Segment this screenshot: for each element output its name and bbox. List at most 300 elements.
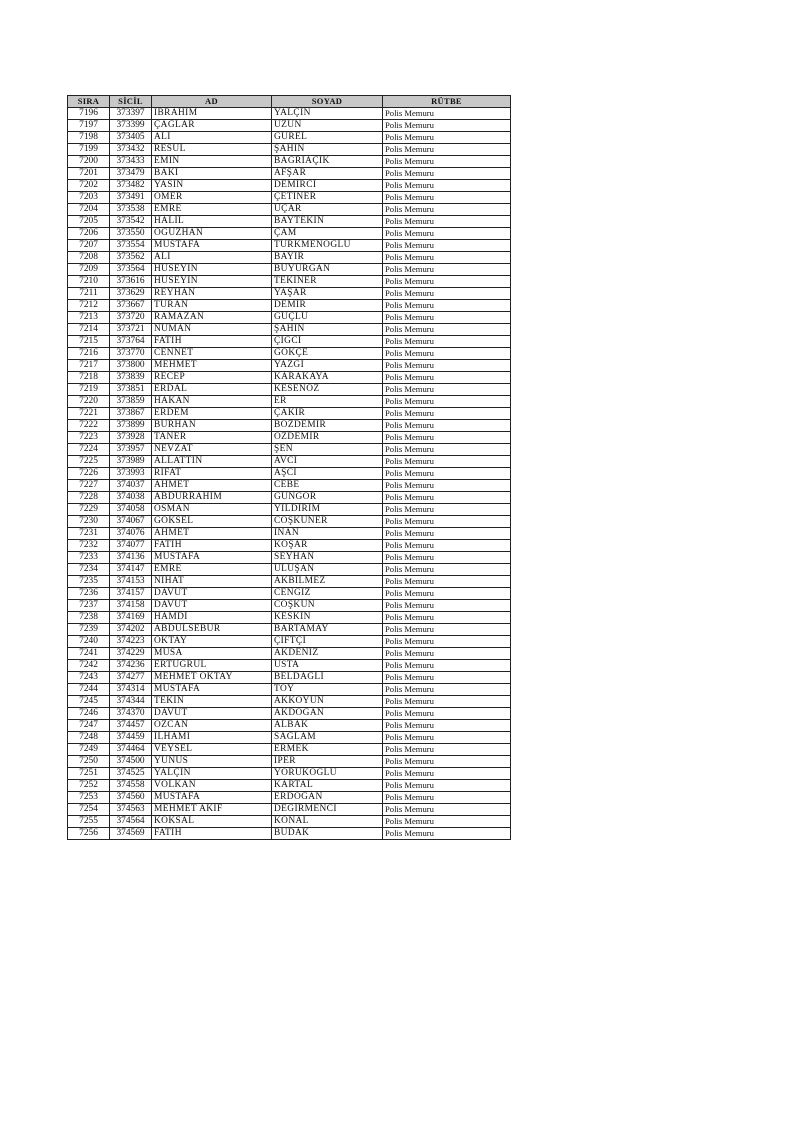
cell-ad: FATİH: [152, 828, 272, 840]
table-row: [68, 408, 511, 420]
cell-ad: TANER: [152, 432, 272, 444]
cell-sicil: 374229: [110, 648, 152, 660]
cell-ad: VEYSEL: [152, 744, 272, 756]
cell-rutbe: Polis Memuru: [383, 564, 511, 576]
cell-sicil: 374464: [110, 744, 152, 756]
cell-soyad: ŞAHİN: [272, 324, 383, 336]
cell-sicil: 373482: [110, 180, 152, 192]
cell-ad: ÖZCAN: [152, 720, 272, 732]
table-row: [68, 132, 511, 144]
cell-sicil: 374067: [110, 516, 152, 528]
table-row: [68, 312, 511, 324]
cell-rutbe: Polis Memuru: [383, 252, 511, 264]
table-row: [68, 804, 511, 816]
cell-sicil: 374076: [110, 528, 152, 540]
cell-soyad: BOZDEMİR: [272, 420, 383, 432]
cell-soyad: BUDAK: [272, 828, 383, 840]
table-row: [68, 456, 511, 468]
cell-rutbe: Polis Memuru: [383, 804, 511, 816]
cell-soyad: CENGİZ: [272, 588, 383, 600]
cell-sicil: 373859: [110, 396, 152, 408]
cell-rutbe: Polis Memuru: [383, 276, 511, 288]
cell-soyad: KESKİN: [272, 612, 383, 624]
cell-sicil: 374157: [110, 588, 152, 600]
cell-rutbe: Polis Memuru: [383, 528, 511, 540]
cell-soyad: AKBİLMEZ: [272, 576, 383, 588]
cell-ad: OKTAY: [152, 636, 272, 648]
table-body: [68, 108, 511, 840]
table-row: [68, 636, 511, 648]
table-row: [68, 228, 511, 240]
cell-sira: 7198: [68, 132, 110, 144]
cell-rutbe: Polis Memuru: [383, 240, 511, 252]
cell-sira: 7246: [68, 708, 110, 720]
cell-ad: YALÇIN: [152, 768, 272, 780]
cell-sicil: 373720: [110, 312, 152, 324]
cell-ad: GÖKSEL: [152, 516, 272, 528]
cell-sira: 7243: [68, 672, 110, 684]
cell-sicil: 373800: [110, 360, 152, 372]
cell-sira: 7256: [68, 828, 110, 840]
cell-rutbe: Polis Memuru: [383, 216, 511, 228]
cell-sicil: 374147: [110, 564, 152, 576]
cell-soyad: İPER: [272, 756, 383, 768]
header-soyad: SOYAD: [272, 96, 383, 108]
table-row: [68, 240, 511, 252]
cell-ad: NEVZAT: [152, 444, 272, 456]
cell-rutbe: Polis Memuru: [383, 624, 511, 636]
cell-rutbe: Polis Memuru: [383, 120, 511, 132]
cell-ad: RAMAZAN: [152, 312, 272, 324]
cell-sicil: 373564: [110, 264, 152, 276]
cell-sira: 7253: [68, 792, 110, 804]
cell-soyad: GÜREL: [272, 132, 383, 144]
cell-sicil: 374058: [110, 504, 152, 516]
table-row: [68, 300, 511, 312]
cell-ad: MUSTAFA: [152, 792, 272, 804]
cell-sira: 7227: [68, 480, 110, 492]
cell-sicil: 374158: [110, 600, 152, 612]
table-row: [68, 588, 511, 600]
cell-sira: 7224: [68, 444, 110, 456]
cell-sira: 7225: [68, 456, 110, 468]
cell-soyad: ÇETİNER: [272, 192, 383, 204]
cell-ad: CENNET: [152, 348, 272, 360]
cell-ad: MEHMET AKİF: [152, 804, 272, 816]
table-row: [68, 720, 511, 732]
table-row: [68, 744, 511, 756]
cell-rutbe: Polis Memuru: [383, 792, 511, 804]
cell-rutbe: Polis Memuru: [383, 456, 511, 468]
cell-sicil: 373851: [110, 384, 152, 396]
cell-sicil: 373839: [110, 372, 152, 384]
cell-rutbe: Polis Memuru: [383, 576, 511, 588]
cell-rutbe: Polis Memuru: [383, 612, 511, 624]
cell-sicil: 374153: [110, 576, 152, 588]
table-row: [68, 324, 511, 336]
cell-sicil: 374077: [110, 540, 152, 552]
cell-soyad: AKDENİZ: [272, 648, 383, 660]
cell-ad: HALİL: [152, 216, 272, 228]
cell-soyad: DEĞİRMENCİ: [272, 804, 383, 816]
cell-sira: 7206: [68, 228, 110, 240]
cell-soyad: BAYTEKİN: [272, 216, 383, 228]
cell-sira: 7250: [68, 756, 110, 768]
cell-sicil: 373629: [110, 288, 152, 300]
cell-soyad: AFŞAR: [272, 168, 383, 180]
cell-sira: 7217: [68, 360, 110, 372]
cell-sicil: 373562: [110, 252, 152, 264]
cell-rutbe: Polis Memuru: [383, 336, 511, 348]
table-row: [68, 156, 511, 168]
cell-ad: OSMAN: [152, 504, 272, 516]
table-row: [68, 168, 511, 180]
cell-sicil: 374169: [110, 612, 152, 624]
cell-soyad: ÇAM: [272, 228, 383, 240]
cell-soyad: BAYIR: [272, 252, 383, 264]
cell-ad: YUNUS: [152, 756, 272, 768]
cell-rutbe: Polis Memuru: [383, 264, 511, 276]
cell-rutbe: Polis Memuru: [383, 600, 511, 612]
cell-ad: RESUL: [152, 144, 272, 156]
cell-rutbe: Polis Memuru: [383, 348, 511, 360]
cell-sicil: 373399: [110, 120, 152, 132]
table-row: [68, 192, 511, 204]
cell-soyad: CEBE: [272, 480, 383, 492]
cell-ad: VOLKAN: [152, 780, 272, 792]
cell-rutbe: Polis Memuru: [383, 516, 511, 528]
cell-ad: ALLATTİN: [152, 456, 272, 468]
cell-ad: MUSTAFA: [152, 240, 272, 252]
cell-ad: YASİN: [152, 180, 272, 192]
cell-ad: DAVUT: [152, 600, 272, 612]
table-row: [68, 696, 511, 708]
cell-rutbe: Polis Memuru: [383, 660, 511, 672]
cell-soyad: YALÇIN: [272, 108, 383, 120]
cell-sira: 7214: [68, 324, 110, 336]
cell-sira: 7247: [68, 720, 110, 732]
cell-rutbe: Polis Memuru: [383, 432, 511, 444]
cell-sicil: 374569: [110, 828, 152, 840]
cell-soyad: GÜNGÖR: [272, 492, 383, 504]
cell-sicil: 373770: [110, 348, 152, 360]
cell-sira: 7245: [68, 696, 110, 708]
cell-sira: 7210: [68, 276, 110, 288]
cell-ad: ERTUĞRUL: [152, 660, 272, 672]
cell-sira: 7222: [68, 420, 110, 432]
cell-rutbe: Polis Memuru: [383, 372, 511, 384]
cell-ad: HAKAN: [152, 396, 272, 408]
table-row: [68, 492, 511, 504]
cell-ad: HÜSEYİN: [152, 276, 272, 288]
cell-rutbe: Polis Memuru: [383, 312, 511, 324]
cell-rutbe: Polis Memuru: [383, 672, 511, 684]
cell-rutbe: Polis Memuru: [383, 180, 511, 192]
cell-sira: 7221: [68, 408, 110, 420]
cell-rutbe: Polis Memuru: [383, 192, 511, 204]
table-row: [68, 516, 511, 528]
table-row: [68, 204, 511, 216]
cell-soyad: AŞCI: [272, 468, 383, 480]
table-row: [68, 756, 511, 768]
cell-ad: İLHAMİ: [152, 732, 272, 744]
cell-rutbe: Polis Memuru: [383, 648, 511, 660]
cell-ad: DAVUT: [152, 588, 272, 600]
cell-sira: 7213: [68, 312, 110, 324]
cell-soyad: UÇAR: [272, 204, 383, 216]
cell-sicil: 373721: [110, 324, 152, 336]
cell-sira: 7211: [68, 288, 110, 300]
cell-soyad: ŞEN: [272, 444, 383, 456]
cell-sira: 7235: [68, 576, 110, 588]
table-row: [68, 384, 511, 396]
cell-rutbe: Polis Memuru: [383, 552, 511, 564]
cell-sira: 7230: [68, 516, 110, 528]
header-rutbe: RÜTBE: [383, 96, 511, 108]
cell-soyad: COŞKUNER: [272, 516, 383, 528]
cell-ad: HÜSEYİN: [152, 264, 272, 276]
cell-rutbe: Polis Memuru: [383, 156, 511, 168]
table-row: [68, 252, 511, 264]
cell-soyad: UZUN: [272, 120, 383, 132]
cell-sira: 7228: [68, 492, 110, 504]
cell-sicil: 374525: [110, 768, 152, 780]
cell-soyad: İNAN: [272, 528, 383, 540]
table-row: [68, 540, 511, 552]
table-row: [68, 444, 511, 456]
cell-sicil: 374038: [110, 492, 152, 504]
cell-soyad: USTA: [272, 660, 383, 672]
cell-soyad: ER: [272, 396, 383, 408]
cell-rutbe: Polis Memuru: [383, 732, 511, 744]
header-ad: AD: [152, 96, 272, 108]
cell-sira: 7220: [68, 396, 110, 408]
cell-sira: 7204: [68, 204, 110, 216]
table-row: [68, 732, 511, 744]
header-sira: SIRA: [68, 96, 110, 108]
cell-rutbe: Polis Memuru: [383, 300, 511, 312]
cell-rutbe: Polis Memuru: [383, 636, 511, 648]
cell-sira: 7232: [68, 540, 110, 552]
cell-sira: 7242: [68, 660, 110, 672]
cell-sicil: 374223: [110, 636, 152, 648]
cell-sicil: 374202: [110, 624, 152, 636]
cell-sira: 7240: [68, 636, 110, 648]
cell-soyad: GÖKÇE: [272, 348, 383, 360]
cell-rutbe: Polis Memuru: [383, 588, 511, 600]
table-row: [68, 564, 511, 576]
cell-sicil: 374500: [110, 756, 152, 768]
table-row: [68, 648, 511, 660]
cell-soyad: YAŞAR: [272, 288, 383, 300]
table-row: [68, 288, 511, 300]
cell-sira: 7248: [68, 732, 110, 744]
cell-soyad: DEMİRCİ: [272, 180, 383, 192]
table-row: [68, 684, 511, 696]
table-header-row: [68, 96, 511, 108]
cell-ad: HAMDİ: [152, 612, 272, 624]
cell-ad: NİHAT: [152, 576, 272, 588]
table-row: [68, 360, 511, 372]
cell-soyad: SEYHAN: [272, 552, 383, 564]
cell-ad: ÇAĞLAR: [152, 120, 272, 132]
cell-sira: 7215: [68, 336, 110, 348]
cell-sira: 7251: [68, 768, 110, 780]
cell-rutbe: Polis Memuru: [383, 480, 511, 492]
cell-sira: 7237: [68, 600, 110, 612]
cell-sicil: 373432: [110, 144, 152, 156]
table-row: [68, 624, 511, 636]
cell-rutbe: Polis Memuru: [383, 684, 511, 696]
cell-rutbe: Polis Memuru: [383, 756, 511, 768]
cell-sira: 7216: [68, 348, 110, 360]
cell-sira: 7205: [68, 216, 110, 228]
cell-rutbe: Polis Memuru: [383, 444, 511, 456]
cell-sira: 7207: [68, 240, 110, 252]
table-row: [68, 816, 511, 828]
cell-soyad: YAZĞI: [272, 360, 383, 372]
cell-rutbe: Polis Memuru: [383, 360, 511, 372]
cell-soyad: BUYURGAN: [272, 264, 383, 276]
cell-sira: 7234: [68, 564, 110, 576]
cell-rutbe: Polis Memuru: [383, 504, 511, 516]
cell-soyad: ERDOĞAN: [272, 792, 383, 804]
table-row: [68, 576, 511, 588]
cell-sicil: 373989: [110, 456, 152, 468]
cell-sira: 7236: [68, 588, 110, 600]
cell-rutbe: Polis Memuru: [383, 540, 511, 552]
table-row: [68, 264, 511, 276]
cell-sicil: 373550: [110, 228, 152, 240]
cell-sicil: 373899: [110, 420, 152, 432]
cell-sicil: 373616: [110, 276, 152, 288]
cell-soyad: YÖRÜKOĞLU: [272, 768, 383, 780]
cell-sicil: 374560: [110, 792, 152, 804]
cell-ad: MUSA: [152, 648, 272, 660]
table-row: [68, 180, 511, 192]
cell-rutbe: Polis Memuru: [383, 228, 511, 240]
cell-sicil: 373491: [110, 192, 152, 204]
cell-ad: ERDEM: [152, 408, 272, 420]
cell-soyad: GÜÇLÜ: [272, 312, 383, 324]
cell-soyad: AKDOĞAN: [272, 708, 383, 720]
cell-sira: 7218: [68, 372, 110, 384]
cell-sicil: 374314: [110, 684, 152, 696]
table-row: [68, 600, 511, 612]
cell-sicil: 374037: [110, 480, 152, 492]
cell-soyad: BAĞRIAÇIK: [272, 156, 383, 168]
cell-sicil: 374136: [110, 552, 152, 564]
cell-soyad: KARTAL: [272, 780, 383, 792]
cell-ad: ALİ: [152, 252, 272, 264]
table-row: [68, 672, 511, 684]
cell-sira: 7202: [68, 180, 110, 192]
table-row: [68, 432, 511, 444]
table-row: [68, 276, 511, 288]
cell-ad: ERDAL: [152, 384, 272, 396]
cell-rutbe: Polis Memuru: [383, 492, 511, 504]
cell-sicil: 374459: [110, 732, 152, 744]
table-row: [68, 336, 511, 348]
cell-rutbe: Polis Memuru: [383, 408, 511, 420]
cell-ad: ABDULSEBUR: [152, 624, 272, 636]
table-row: [68, 708, 511, 720]
cell-ad: AHMET: [152, 528, 272, 540]
cell-sicil: 374370: [110, 708, 152, 720]
cell-sicil: 373764: [110, 336, 152, 348]
cell-sicil: 374457: [110, 720, 152, 732]
cell-soyad: SAĞLAM: [272, 732, 383, 744]
cell-sira: 7203: [68, 192, 110, 204]
cell-sicil: 374563: [110, 804, 152, 816]
table-row: [68, 108, 511, 120]
table-row: [68, 216, 511, 228]
cell-ad: ÖMER: [152, 192, 272, 204]
cell-soyad: ÇAKIR: [272, 408, 383, 420]
cell-ad: EMRE: [152, 564, 272, 576]
table-row: [68, 120, 511, 132]
cell-sira: 7223: [68, 432, 110, 444]
table-row: [68, 768, 511, 780]
cell-sicil: 373397: [110, 108, 152, 120]
cell-sira: 7196: [68, 108, 110, 120]
cell-sicil: 373405: [110, 132, 152, 144]
table-row: [68, 468, 511, 480]
cell-rutbe: Polis Memuru: [383, 744, 511, 756]
cell-ad: MUSTAFA: [152, 684, 272, 696]
table-row: [68, 792, 511, 804]
table-row: [68, 420, 511, 432]
cell-ad: NUMAN: [152, 324, 272, 336]
cell-sira: 7226: [68, 468, 110, 480]
cell-rutbe: Polis Memuru: [383, 108, 511, 120]
cell-soyad: KARAKAYA: [272, 372, 383, 384]
table-row: [68, 480, 511, 492]
cell-sira: 7249: [68, 744, 110, 756]
cell-rutbe: Polis Memuru: [383, 768, 511, 780]
cell-ad: ABDURRAHİM: [152, 492, 272, 504]
table-row: [68, 780, 511, 792]
cell-sicil: 374344: [110, 696, 152, 708]
cell-ad: RECEP: [152, 372, 272, 384]
cell-sicil: 373554: [110, 240, 152, 252]
table-row: [68, 396, 511, 408]
cell-rutbe: Polis Memuru: [383, 696, 511, 708]
cell-sicil: 373479: [110, 168, 152, 180]
cell-ad: MUSTAFA: [152, 552, 272, 564]
table-row: [68, 552, 511, 564]
cell-soyad: YILDIRIM: [272, 504, 383, 516]
cell-sira: 7229: [68, 504, 110, 516]
cell-soyad: ŞAHİN: [272, 144, 383, 156]
cell-soyad: BELDAĞLI: [272, 672, 383, 684]
personnel-table: [67, 95, 511, 840]
cell-soyad: KESENÖZ: [272, 384, 383, 396]
cell-sira: 7238: [68, 612, 110, 624]
cell-sira: 7199: [68, 144, 110, 156]
cell-rutbe: Polis Memuru: [383, 288, 511, 300]
cell-rutbe: Polis Memuru: [383, 780, 511, 792]
cell-rutbe: Polis Memuru: [383, 816, 511, 828]
cell-rutbe: Polis Memuru: [383, 396, 511, 408]
cell-sicil: 374236: [110, 660, 152, 672]
table-row: [68, 528, 511, 540]
cell-soyad: TOY: [272, 684, 383, 696]
cell-ad: BURHAN: [152, 420, 272, 432]
cell-sira: 7219: [68, 384, 110, 396]
cell-soyad: ÖZDEMİR: [272, 432, 383, 444]
cell-ad: RİFAT: [152, 468, 272, 480]
